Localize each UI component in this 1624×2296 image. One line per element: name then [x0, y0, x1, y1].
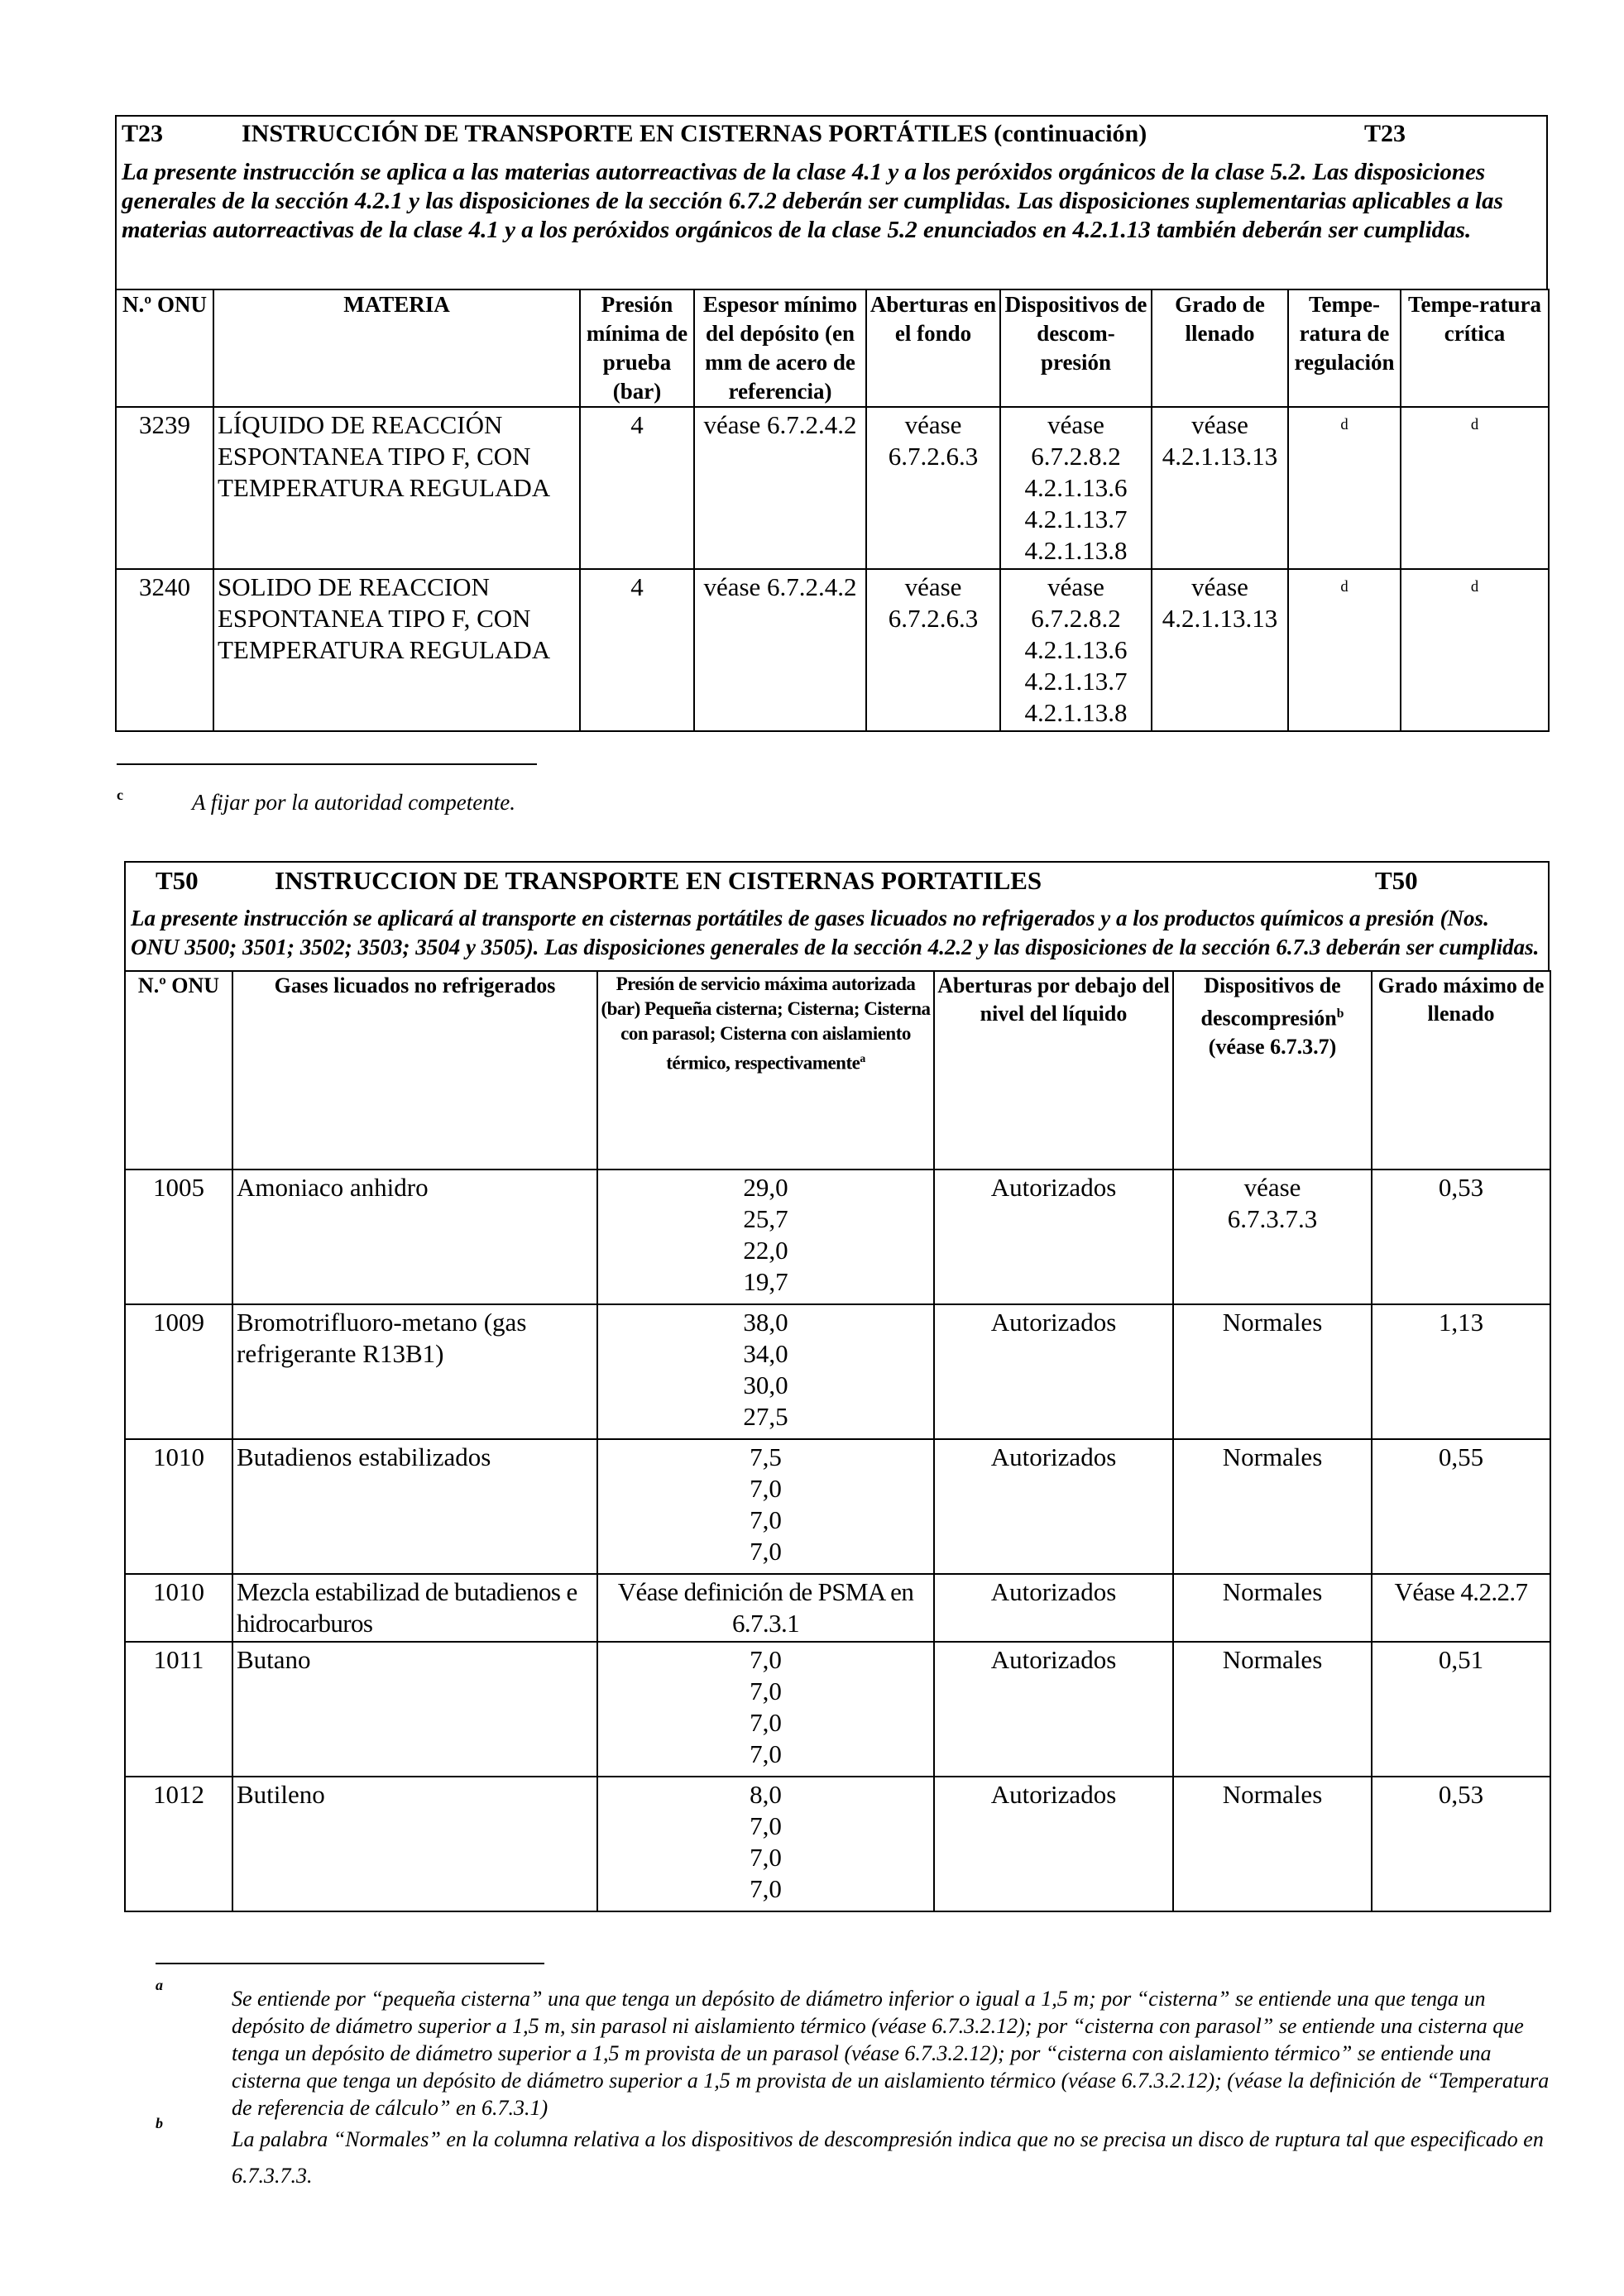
t50-pres-line: 7,0	[750, 1505, 782, 1534]
t50-cell-gas: Mezcla estabilizad de butadienos e hidrocarburos	[232, 1574, 597, 1642]
footnote-mark: b	[156, 2115, 163, 2131]
t23-disp-line: véase	[1047, 410, 1104, 439]
t50-cell-dispositivos: Normales	[1173, 1304, 1372, 1439]
t23-disp-line: 4.2.1.13.6	[1024, 473, 1128, 502]
t23-title-bar	[115, 115, 1548, 155]
t50-pres-line: 8,0	[750, 1780, 782, 1809]
footnote-text: Se entiende por “pequeña cisterna” una que tenga un depósito de diámetro inferior o igual a 1,5 m; por “cisterna” se entiende una que tenga un depósito de diámetro superior a 1,5 m, sin parasol ni aislamiento térmico (véase 6.7.3.2.12); por “cisterna con parasol” se entiende una cisterna que tenga un depósito de diámetro superior a 1,5 m provista de un parasol (véase 6.7.3.2.12); por “cisterna con aislamiento térmico” se entiende una cisterna que tenga un depósito de diámetro superior a 1,5 m provista de un aislamiento térmico (véase 6.7.3.2.12); (véase la definición de “Temperatura de referencia de cálculo” en 6.7.3.1)	[232, 1987, 1550, 2120]
t23-cell-temp-regulacion	[1288, 407, 1401, 569]
t23-disp-line: 4.2.1.13.8	[1024, 698, 1128, 727]
t23-cell-aberturas: véase 6.7.2.6.3	[866, 407, 1000, 569]
t50-header-presion	[597, 971, 934, 1170]
footnote-mark: a	[156, 1977, 163, 1993]
t23-cell-dispositivos	[1000, 407, 1152, 569]
t50-code-right: T50	[1375, 866, 1418, 895]
footnote-ref-d: d	[1340, 578, 1349, 596]
table-row	[125, 1642, 1550, 1777]
t50-pres-line: 7,0	[750, 1811, 782, 1840]
t50-pres-line: 7,5	[750, 1442, 782, 1471]
t50-cell-onu: 1010	[125, 1439, 232, 1574]
t50-pres-line: Véase definición de PSMA en 6.7.3.1	[617, 1577, 914, 1638]
t50-pres-line: 7,0	[750, 1677, 782, 1705]
table-row	[116, 407, 1549, 569]
t50-pres-line: 27,5	[743, 1402, 788, 1431]
t50-cell-aberturas: Autorizados	[934, 1574, 1173, 1642]
t50-pres-line: 34,0	[743, 1339, 788, 1368]
t50-pres-line: 7,0	[750, 1739, 782, 1768]
t50-header-gases: Gases licuados no refrigerados	[232, 971, 597, 1170]
t50-cell-onu: 1012	[125, 1777, 232, 1911]
t23-cell-presion: 4	[580, 407, 694, 569]
t50-cell-aberturas: Autorizados	[934, 1304, 1173, 1439]
table-t50	[124, 861, 1550, 1912]
t23-header-dispositivos: Dispositivos de descom-presión	[1000, 289, 1152, 407]
t50-cell-onu: 1005	[125, 1170, 232, 1304]
t50-header-grado: Grado máximo de llenado	[1372, 971, 1550, 1170]
t50-header-dispositivos	[1173, 971, 1372, 1170]
footnote-ref-d: d	[1470, 578, 1479, 596]
t50-cell-grado: 1,13	[1372, 1304, 1550, 1439]
t23-header-espesor: Espesor mínimo del depósito (en mm de acero de referencia)	[694, 289, 866, 407]
table-row	[125, 1574, 1550, 1642]
t50-cell-dispositivos: Normales	[1173, 1777, 1372, 1911]
t23-intro: La presente instrucción se aplica a las materias autorreactivas de la clase 4.1 y a los peróxidos orgánicos de la clase 5.2. Las disposiciones generales de la sección 4.2.1 y las disposiciones de la sección 6.7.2 deberán ser cumplidas. Las disposiciones suplementarias aplicables a las materias autorreactivas de la clase 4.1 y a los peróxidos orgánicos de la clase 5.2 enunciados en 4.2.1.13 también deberán ser cumplidas.	[115, 155, 1548, 289]
t50-pres-line: 7,0	[750, 1645, 782, 1674]
t50-header-aberturas: Aberturas por debajo del nivel del líquido	[934, 971, 1173, 1170]
footnote-ref-b: b	[1336, 1007, 1344, 1021]
t50-grid	[124, 970, 1551, 1912]
t50-pres-line: 29,0	[743, 1173, 788, 1202]
t23-cell-temp-critica	[1401, 407, 1549, 569]
t23-header-temp-critica: Tempe-ratura crítica	[1401, 289, 1549, 407]
t23-cell-materia: SOLIDO DE REACCION ESPONTANEA TIPO F, CON TEMPERATURA REGULADA	[213, 569, 580, 731]
t23-code-left: T23	[122, 120, 164, 147]
footnote-text: La palabra “Normales” en la columna relativa a los dispositivos de descompresión indica que no se precisa un disco de ruptura tal que especificado en 6.7.3.7.3.	[232, 2127, 1544, 2188]
t50-pres-line: 22,0	[743, 1236, 788, 1265]
t50-pres-line: 30,0	[743, 1370, 788, 1399]
footnote-mark: c	[117, 787, 123, 803]
t23-header-presion: Presión mínima de prueba (bar)	[580, 289, 694, 407]
t23-header-temp-regulacion: Tempe-ratura de regulación	[1288, 289, 1401, 407]
t50-cell-presion	[597, 1304, 934, 1439]
t23-code-right: T23	[1364, 120, 1406, 147]
t23-header-onu: N.º ONU	[116, 289, 213, 407]
t23-cell-onu: 3239	[116, 407, 213, 569]
t23-cell-onu: 3240	[116, 569, 213, 731]
t23-disp-line: 4.2.1.13.8	[1024, 536, 1128, 565]
t23-cell-grado: véase 4.2.1.13.13	[1152, 569, 1288, 731]
t50-cell-onu: 1009	[125, 1304, 232, 1439]
t23-cell-temp-regulacion	[1288, 569, 1401, 731]
t50-header-dispositivos-text: Dispositivos de descompresión	[1200, 973, 1341, 1031]
t23-grid	[115, 289, 1550, 732]
footnote-divider	[156, 1963, 544, 1964]
t23-cell-temp-critica	[1401, 569, 1549, 731]
t50-header-onu: N.º ONU	[125, 971, 232, 1170]
table-row	[116, 569, 1549, 731]
t50-pres-line: 38,0	[743, 1308, 788, 1337]
t50-cell-grado: 0,55	[1372, 1439, 1550, 1574]
t23-disp-line: 4.2.1.13.6	[1024, 635, 1128, 664]
t23-cell-presion: 4	[580, 569, 694, 731]
footnote-ref-d: d	[1340, 416, 1349, 433]
footnote-ref-d: d	[1470, 416, 1479, 433]
t50-header-dispositivos-ref: (véase 6.7.3.7)	[1208, 1034, 1337, 1059]
table-row	[125, 1777, 1550, 1911]
t50-pres-line: 19,7	[743, 1267, 788, 1296]
t50-cell-aberturas: Autorizados	[934, 1439, 1173, 1574]
t23-header-materia: MATERIA	[213, 289, 580, 407]
t23-header-grado: Grado de llenado	[1152, 289, 1288, 407]
t50-cell-gas: Bromotrifluoro-metano (gas refrigerante R13B1)	[232, 1304, 597, 1439]
t50-cell-presion	[597, 1439, 934, 1574]
table-t23	[115, 115, 1548, 732]
t50-cell-gas: Amoniaco anhidro	[232, 1170, 597, 1304]
t23-footnote	[117, 787, 1109, 820]
t23-title: INSTRUCCIÓN DE TRANSPORTE EN CISTERNAS PORTÁTILES (continuación)	[242, 120, 1147, 147]
table-row	[125, 1170, 1550, 1304]
t23-disp-line: 4.2.1.13.7	[1024, 667, 1128, 696]
t50-cell-grado: 0,53	[1372, 1777, 1550, 1911]
t50-cell-presion	[597, 1777, 934, 1911]
table-row	[125, 1304, 1550, 1439]
t50-cell-gas: Butadienos estabilizados	[232, 1439, 597, 1574]
t50-intro: La presente instrucción se aplicará al transporte en cisternas portátiles de gases licuados no refrigerados y a los productos químicos a presión (Nos. ONU 3500; 3501; 3502; 3503; 3504 y 3505). Las disposiciones generales de la sección 4.2.2 y las disposiciones de la sección 6.7.3 deberán ser cumplidas.	[124, 901, 1550, 970]
t50-cell-dispositivos: Normales	[1173, 1439, 1372, 1574]
t50-header-row	[125, 971, 1550, 1170]
t23-disp-line: véase	[1047, 572, 1104, 601]
t23-disp-line: 6.7.2.8.2	[1031, 442, 1121, 471]
t50-pres-line: 7,0	[750, 1874, 782, 1903]
t23-cell-dispositivos	[1000, 569, 1152, 731]
t50-title-bar	[124, 861, 1550, 901]
table-row	[125, 1439, 1550, 1574]
t23-header-row	[116, 289, 1549, 407]
t50-cell-grado: Véase 4.2.2.7	[1372, 1574, 1550, 1642]
t50-cell-dispositivos: véase 6.7.3.7.3	[1173, 1170, 1372, 1304]
t50-pres-line: 7,0	[750, 1843, 782, 1872]
t50-cell-grado: 0,51	[1372, 1642, 1550, 1777]
t23-header-aberturas: Aberturas en el fondo	[866, 289, 1000, 407]
t50-cell-presion	[597, 1642, 934, 1777]
t50-title: INSTRUCCION DE TRANSPORTE EN CISTERNAS PORTATILES	[275, 866, 1042, 895]
t50-header-presion-text: Presión de servicio máxima autorizada (bar) Pequeña cisterna; Cisterna; Cisterna con parasol; Cisterna con aislamiento térmico, respectivamente	[601, 973, 931, 1074]
t23-cell-grado: véase 4.2.1.13.13	[1152, 407, 1288, 569]
t50-cell-aberturas: Autorizados	[934, 1170, 1173, 1304]
t50-cell-grado: 0,53	[1372, 1170, 1550, 1304]
t23-cell-aberturas: véase 6.7.2.6.3	[866, 569, 1000, 731]
t50-cell-presion	[597, 1170, 934, 1304]
t23-cell-materia: LÍQUIDO DE REACCIÓN ESPONTANEA TIPO F, CON TEMPERATURA REGULADA	[213, 407, 580, 569]
footnote-text: A fijar por la autoridad competente.	[192, 790, 515, 815]
t50-pres-line: 7,0	[750, 1708, 782, 1737]
t23-cell-espesor: véase 6.7.2.4.2	[694, 407, 866, 569]
t50-cell-onu: 1011	[125, 1642, 232, 1777]
t23-cell-espesor: véase 6.7.2.4.2	[694, 569, 866, 731]
footnote-ref-a: a	[860, 1052, 865, 1064]
t23-disp-line: 6.7.2.8.2	[1031, 604, 1121, 633]
footnote-divider	[117, 763, 537, 765]
t50-cell-gas: Butileno	[232, 1777, 597, 1911]
t50-cell-gas: Butano	[232, 1642, 597, 1777]
t50-pres-line: 7,0	[750, 1474, 782, 1503]
t50-pres-line: 7,0	[750, 1537, 782, 1566]
t50-code-left: T50	[156, 866, 199, 895]
t50-cell-dispositivos: Normales	[1173, 1642, 1372, 1777]
t50-cell-dispositivos: Normales	[1173, 1574, 1372, 1642]
t50-cell-onu: 1010	[125, 1574, 232, 1642]
t50-pres-line: 25,7	[743, 1204, 788, 1233]
t50-cell-presion	[597, 1574, 934, 1642]
t23-disp-line: 4.2.1.13.7	[1024, 505, 1128, 533]
t50-cell-aberturas: Autorizados	[934, 1777, 1173, 1911]
t50-cell-aberturas: Autorizados	[934, 1642, 1173, 1777]
